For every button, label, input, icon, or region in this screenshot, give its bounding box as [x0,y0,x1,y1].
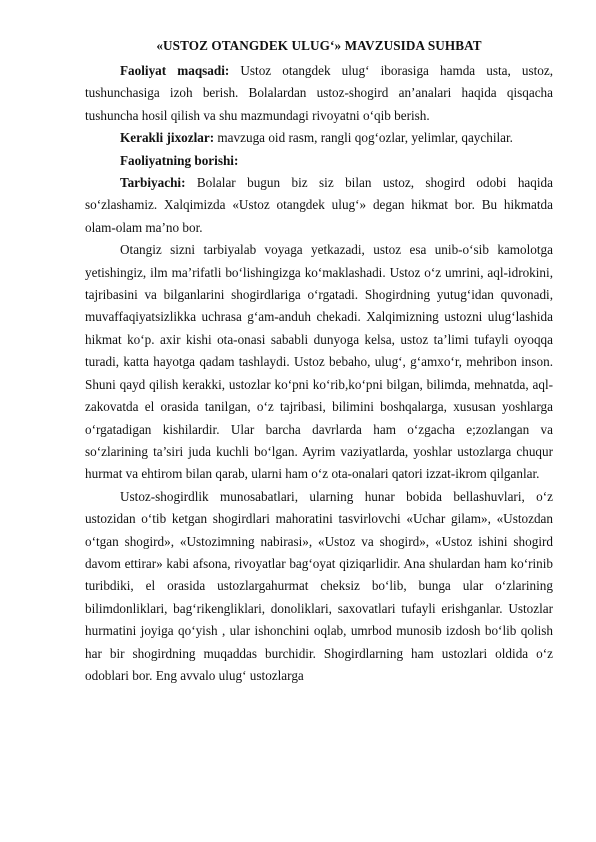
goal-text: Ustoz otangdek ulug‘ iborasiga hamda usta, ustoz, tushunchasiga izoh berish. Bolalardan ustoz-shogird an’analari haqida qisqacha tushuncha hosil qilish va shu mazmundagi rivoyatni o‘qib berish. [85,63,554,123]
materials-label: Kerakli jixozlar: [120,130,215,146]
body-2-text: Ustoz-shogirdlik munosabatlari, ularning hunar bobida bellashuvlari, o‘z ustozidan o‘tib ketgan shogirdlari mahoratini tasvirlovchi «Uchar gilam», «Ustozdan o‘tgan shogird», «Ustozimning nabirasi», «Ustoz va shogird», «Ustoz ishini shogird davom ettirar» kabi afsona, rivoyatlar bag‘oyat qiziqarlidir. Ana shulardan ham ko‘rinib turibdiki, el orasida ustozlargahurmat cheksiz bo‘lib, bunga ular o‘zlarining bilimdonliklari, bag‘rikengliklari, donoliklari, saxovatlari tufayli erishganlar. Ustozlar hurmatini joyiga qo‘yish , ular ishonchini oqlab, umrbod munosib izdosh bo‘lib qolish har bir shogirdning muqaddas burchidir. Shogirdlarning ham ustozlari oldida o‘z odoblari bor. Eng avvalo ulug‘ ustozlarga [85,488,553,683]
document-title: «USTOZ OTANGDEK ULUG‘» MAVZUSIDA SUHBAT [156,38,482,53]
teacher-text: Bolalar bugun biz siz bilan ustoz, shogird odobi haqida so‘zlashamiz. Xalqimizda «Ustoz otangdek ulug‘» degan hikmat bor. Bu hikmatda olam-olam ma’no bor. [85,175,553,235]
teacher-label: Tarbiyachi: [120,175,186,191]
paragraph-body-1 [85,239,553,485]
paragraph-body-2 [85,486,553,688]
paragraph-teacher [85,172,553,239]
body-1-text: Otangiz sizni tarbiyalab voyaga yetkazadi, ustoz esa unib-o‘sib kamolotga yetishingiz, ilm ma’rifatli bo‘lishingizga ko‘maklashadi. Ustoz o‘z umrini, aql-idrokini, tajribasini va bilganlarini shogirdlariga o‘rgatadi. Shogirdning yutug‘idan quvonadi, muvaffaqiyatsizlikka uchrasa g‘am-anduh chekadi. Xalqimizning ustozni ulug‘lashida hikmat ko‘p. axir kishi ota-onasi sababli dunyoga kelsa, ustoz ta’limi tufayli oyoqqa turadi, katta hayotga qadam tashlaydi. Ustoz bebaho, ulug‘, g‘amxo‘r, mehribon inson. Shuni qayd qilish kerakki, ustozlar ko‘pni ko‘rib,ko‘pni bilgan, bilimda, mehnatda, aql-zakovatda el orasida tanilgan, o‘z tajribasi, bilimini boshqalarga, xususan yoshlarga o‘rgatadigan kishilardir. Ular barcha davrlarda ham o‘zgacha e;zozlangan va so‘zlarining ta’siri juda kuchli bo‘lgan. Ayrim vaziyatlarda, yoshlar ustozlarga chuqur hurmat va ehtirom bilan qarab, ularni ham o‘z ota-onalari qatori izzat-ikrom qilganlar. [85,242,553,482]
paragraph-goal [85,60,553,127]
materials-text: mavzuga oid rasm, rangli qog‘ozlar, yelimlar, qaychilar. [214,130,513,146]
document-page [85,36,553,687]
paragraph-activity-heading [85,150,553,172]
paragraph-materials [85,127,553,149]
activity-label: Faoliyatning borishi: [120,152,239,168]
goal-label: Faoliyat maqsadi: [120,63,230,78]
